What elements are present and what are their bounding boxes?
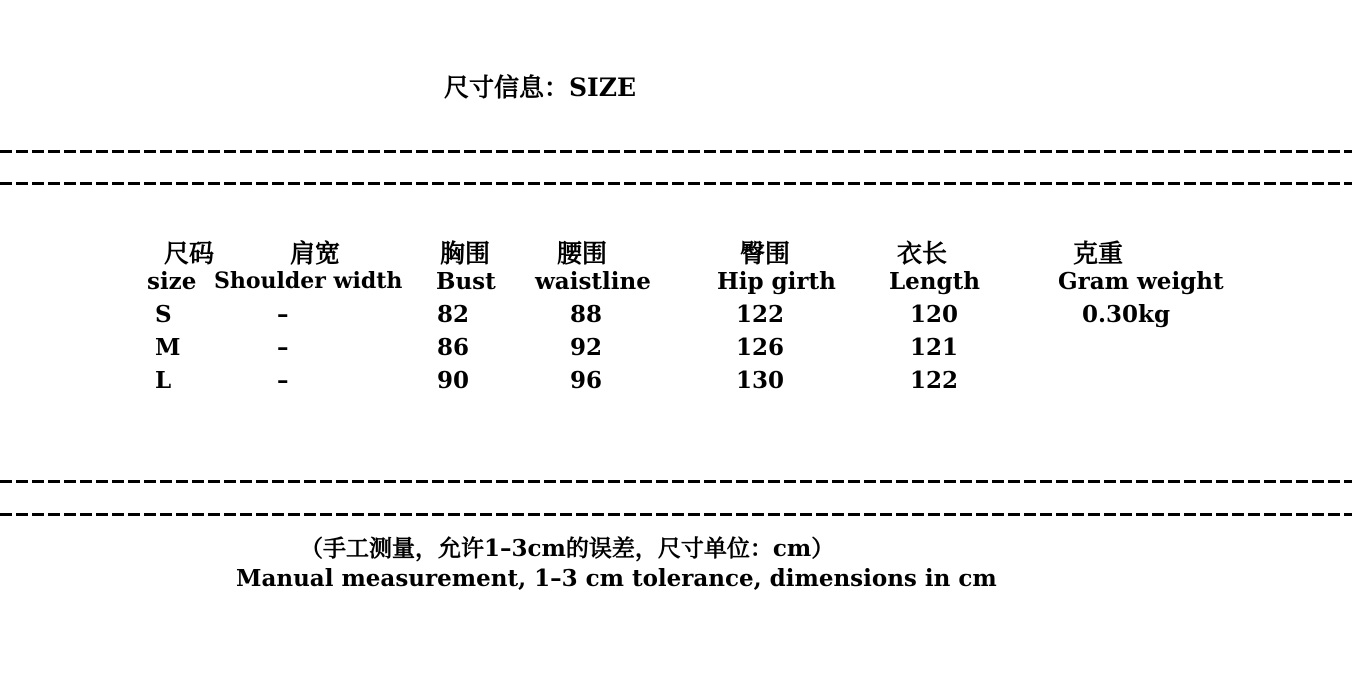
cell-shoulder: – [277, 301, 289, 328]
cell-waist: 92 [570, 334, 603, 361]
cell-hip: 122 [736, 301, 785, 328]
cell-shoulder: – [277, 334, 289, 361]
cell-shoulder: – [277, 367, 289, 394]
page-title: 尺寸信息：SIZE [444, 73, 637, 102]
header-zh-bust: 胸围 [440, 239, 491, 268]
header-zh-shoulder: 肩宽 [290, 239, 341, 268]
header-zh-length: 衣长 [897, 239, 948, 268]
cell-length: 122 [910, 367, 959, 394]
dashed-divider [0, 182, 1352, 185]
measurement-note-zh: （手工测量，允许1–3cm的误差，尺寸单位：cm） [300, 535, 835, 562]
cell-hip: 130 [736, 367, 785, 394]
cell-hip: 126 [736, 334, 785, 361]
cell-bust: 82 [437, 301, 470, 328]
header-zh-size: 尺码 [164, 239, 215, 268]
dashed-divider [0, 150, 1352, 153]
dashed-divider [0, 513, 1352, 516]
cell-waist: 88 [570, 301, 603, 328]
header-en-size: size [147, 268, 197, 295]
cell-bust: 90 [437, 367, 470, 394]
header-en-weight: Gram weight [1058, 268, 1224, 295]
cell-size: S [155, 301, 172, 328]
cell-bust: 86 [437, 334, 470, 361]
cell-waist: 96 [570, 367, 603, 394]
measurement-note-en: Manual measurement, 1–3 cm tolerance, dimensions in cm [236, 565, 997, 592]
cell-weight: 0.30kg [1082, 301, 1171, 328]
header-zh-weight: 克重 [1073, 239, 1124, 268]
header-en-shoulder: Shoulder width [214, 268, 403, 294]
header-zh-waist: 腰围 [557, 239, 608, 268]
header-en-waist: waistline [535, 268, 651, 295]
header-en-length: Length [889, 268, 980, 295]
header-en-hip: Hip girth [717, 268, 836, 295]
cell-size: L [155, 367, 172, 394]
header-en-bust: Bust [436, 268, 496, 295]
header-zh-hip: 臀围 [740, 239, 791, 268]
cell-length: 121 [910, 334, 959, 361]
dashed-divider [0, 480, 1352, 483]
cell-size: M [155, 334, 181, 361]
cell-length: 120 [910, 301, 959, 328]
